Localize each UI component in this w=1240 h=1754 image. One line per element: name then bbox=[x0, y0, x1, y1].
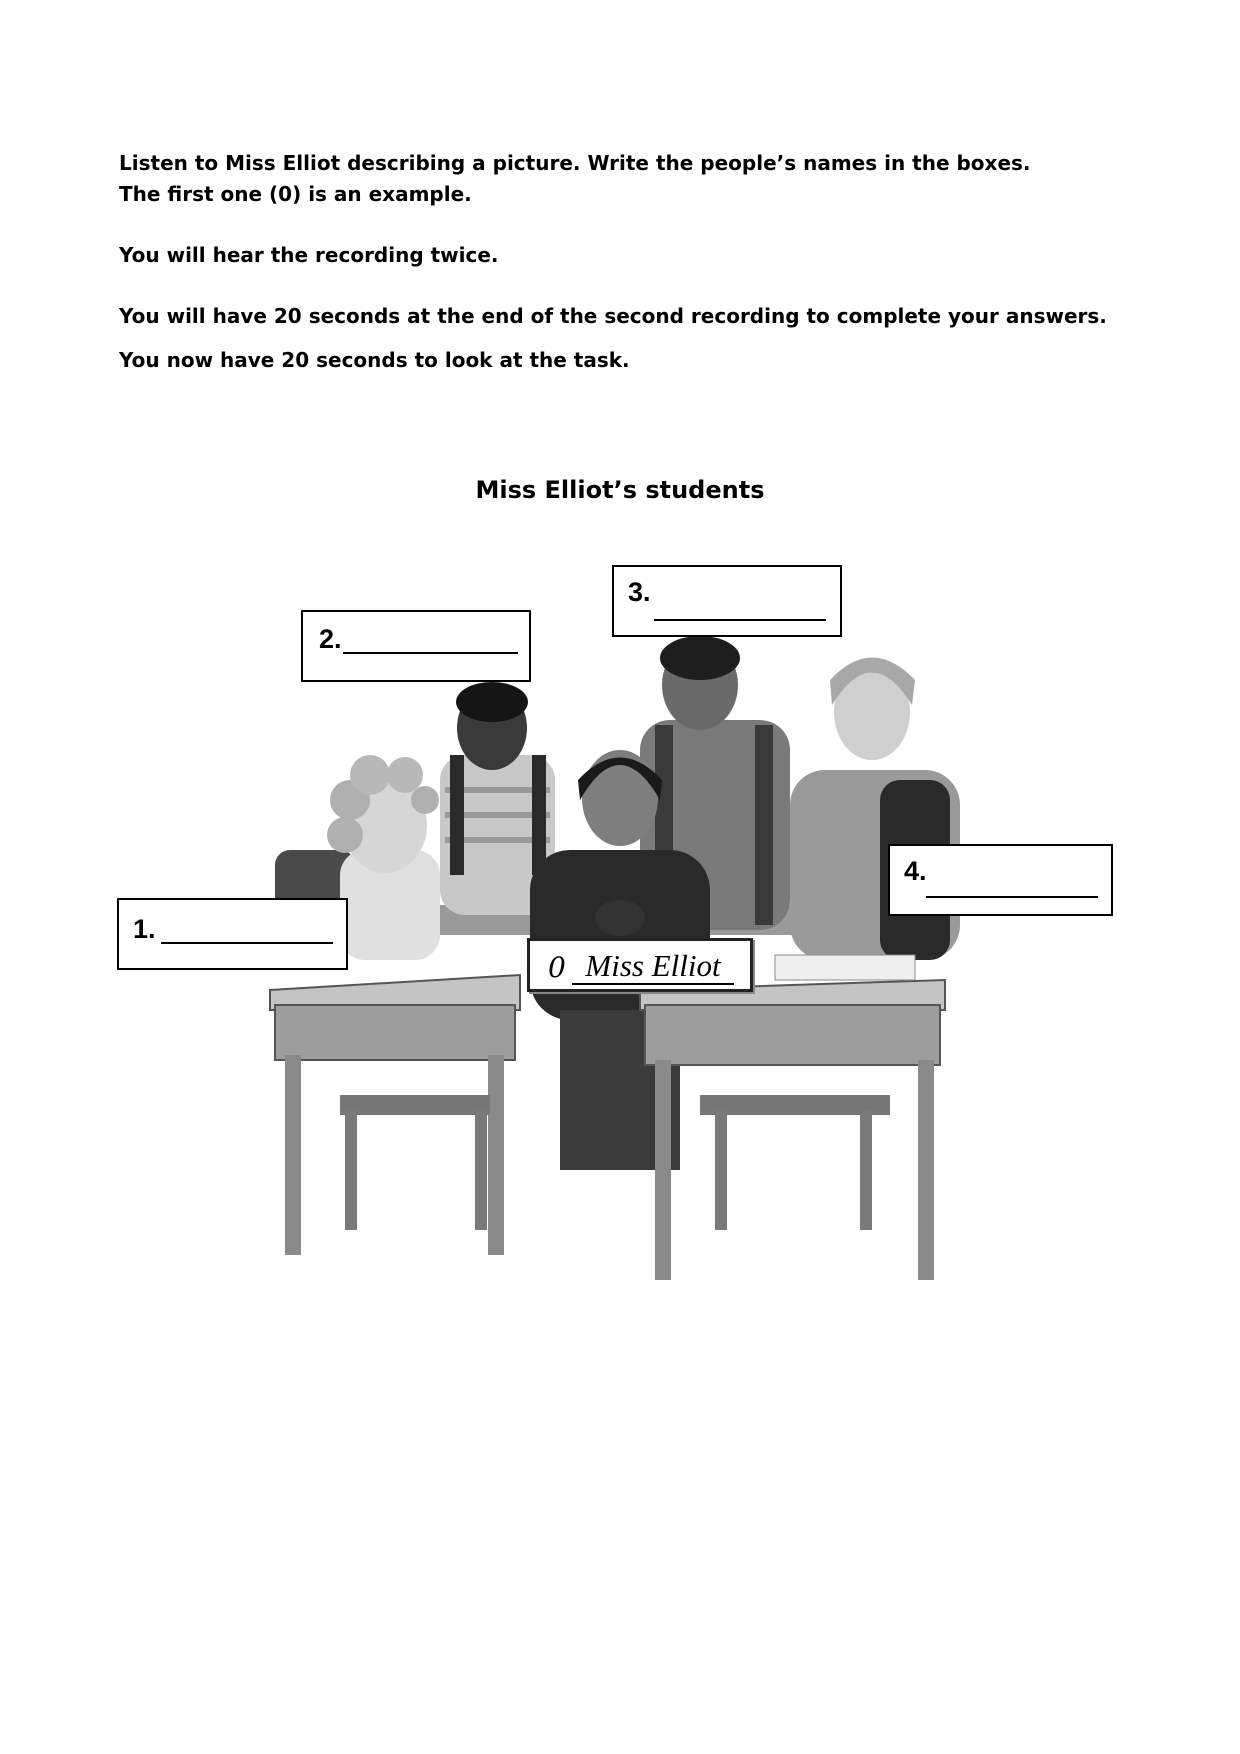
answer-box-3[interactable] bbox=[612, 565, 842, 637]
answer-box-4[interactable] bbox=[888, 844, 1113, 916]
answer-blank[interactable] bbox=[161, 942, 333, 944]
instruction-line-4: You will have 20 seconds at the end of the second recording to complete your answers. bbox=[119, 304, 1107, 328]
instruction-line-3: You will hear the recording twice. bbox=[119, 243, 499, 267]
answer-number: 3. bbox=[628, 577, 651, 607]
answer-blank[interactable] bbox=[654, 619, 826, 621]
answer-number: 4. bbox=[904, 856, 927, 886]
answer-box-1[interactable] bbox=[117, 898, 348, 970]
answer-box-2[interactable] bbox=[301, 610, 531, 682]
instruction-line-5: You now have 20 seconds to look at the task. bbox=[119, 348, 630, 372]
answer-blank[interactable] bbox=[343, 652, 518, 654]
answer-blank[interactable] bbox=[926, 896, 1098, 898]
instruction-line-2: The first one (0) is an example. bbox=[119, 182, 472, 206]
answer-number: 1. bbox=[133, 914, 156, 944]
answer-number: 2. bbox=[319, 624, 342, 654]
example-number: 0 bbox=[548, 951, 566, 984]
example-name: Miss Elliot bbox=[572, 949, 734, 985]
picture-title: Miss Elliot’s students bbox=[475, 476, 765, 504]
example-box bbox=[527, 938, 753, 992]
instruction-line-1: Listen to Miss Elliot describing a picture. Write the people’s names in the boxes. bbox=[119, 151, 1031, 175]
